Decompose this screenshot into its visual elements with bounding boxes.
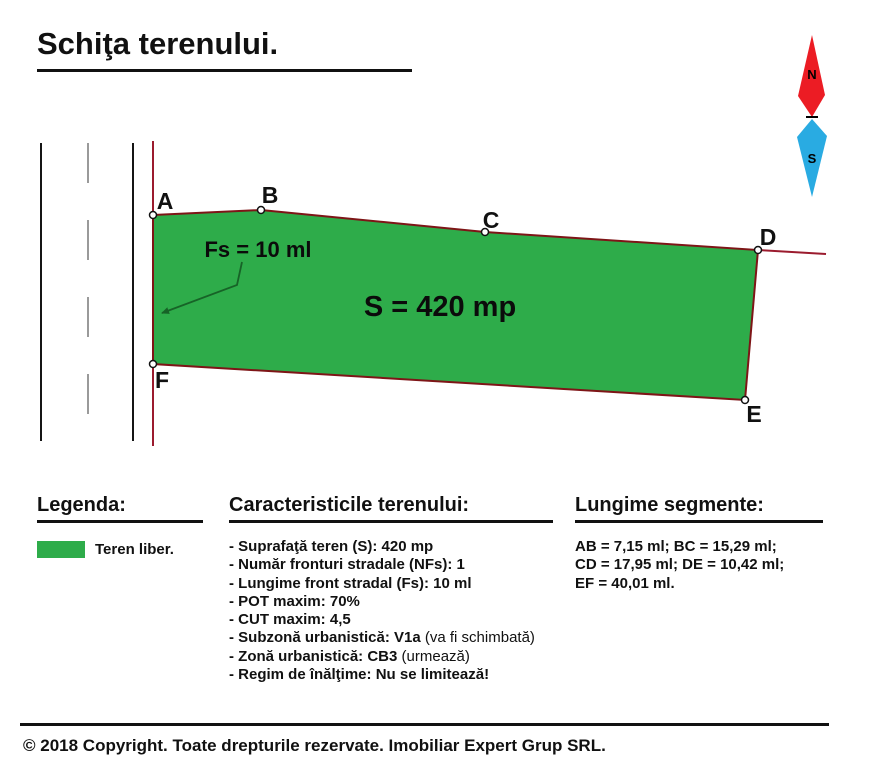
characteristic-text: - Subzonă urbanistică: V1a [229, 629, 421, 647]
compass-south-label: S [807, 151, 817, 166]
legend-swatch [37, 541, 85, 558]
boundary-extension-line [758, 250, 826, 254]
vertex-label-a: A [156, 188, 174, 214]
page-title: Schiţa terenului. [37, 26, 279, 61]
legend-item-label: Teren liber. [95, 541, 174, 558]
characteristic-item [229, 648, 553, 666]
area-label: S = 420 mp [363, 291, 517, 323]
vertex-label-e: E [746, 401, 762, 427]
characteristic-text: - Lungime front stradal (Fs): 10 ml [229, 574, 472, 592]
segment-line: CD = 17,95 ml; DE = 10,42 ml; [575, 556, 785, 574]
characteristic-text: - POT maxim: 70% [229, 592, 360, 610]
vertex-label-b: B [261, 182, 279, 208]
characteristic-text: - CUT maxim: 4,5 [229, 611, 351, 629]
characteristic-item [229, 629, 553, 647]
characteristic-item [229, 593, 553, 611]
characteristic-note: (va fi schimbată) [420, 629, 535, 647]
copyright-text: © 2018 Copyright. Toate drepturile rezervate. Imobiliar Expert Grup SRL. [23, 736, 606, 755]
characteristic-note: (urmează) [397, 647, 470, 665]
legend-swatch-rect [37, 541, 85, 558]
compass-icon [797, 35, 827, 197]
segments-section [575, 494, 823, 593]
title-block [37, 26, 412, 72]
front-length-label: Fs = 10 ml [204, 237, 312, 262]
characteristics-heading: Caracteristicile terenului: [229, 494, 553, 523]
characteristic-text: - Număr fronturi stradale (NFs): 1 [229, 556, 465, 574]
vertex-marker-a [150, 212, 157, 219]
legend-item-teren-liber [37, 541, 203, 558]
segments-list [575, 538, 823, 593]
compass-north-label: N [807, 67, 817, 82]
characteristic-item [229, 611, 553, 629]
vertex-label-d: D [759, 224, 777, 250]
characteristics-list [229, 538, 553, 684]
legend-heading: Legenda: [37, 494, 203, 523]
segment-line: AB = 7,15 ml; BC = 15,29 ml; [575, 538, 777, 555]
characteristic-item [229, 538, 553, 556]
characteristic-text: - Suprafaţă teren (S): 420 mp [229, 538, 434, 555]
characteristic-text: - Zonă urbanistică: CB3 [229, 647, 398, 665]
characteristics-section [229, 494, 553, 684]
vertex-label-f: F [154, 367, 170, 393]
footer-divider [20, 723, 829, 726]
characteristic-item [229, 575, 553, 593]
vertex-label-c: C [482, 207, 500, 233]
segment-line: EF = 40,01 ml. [575, 574, 675, 592]
segments-heading: Lungime segmente: [575, 494, 823, 523]
legend-section [37, 494, 203, 558]
characteristic-item [229, 556, 553, 574]
characteristic-text: - Regim de înălţime: Nu se limitează! [229, 666, 490, 684]
characteristic-item [229, 666, 553, 684]
